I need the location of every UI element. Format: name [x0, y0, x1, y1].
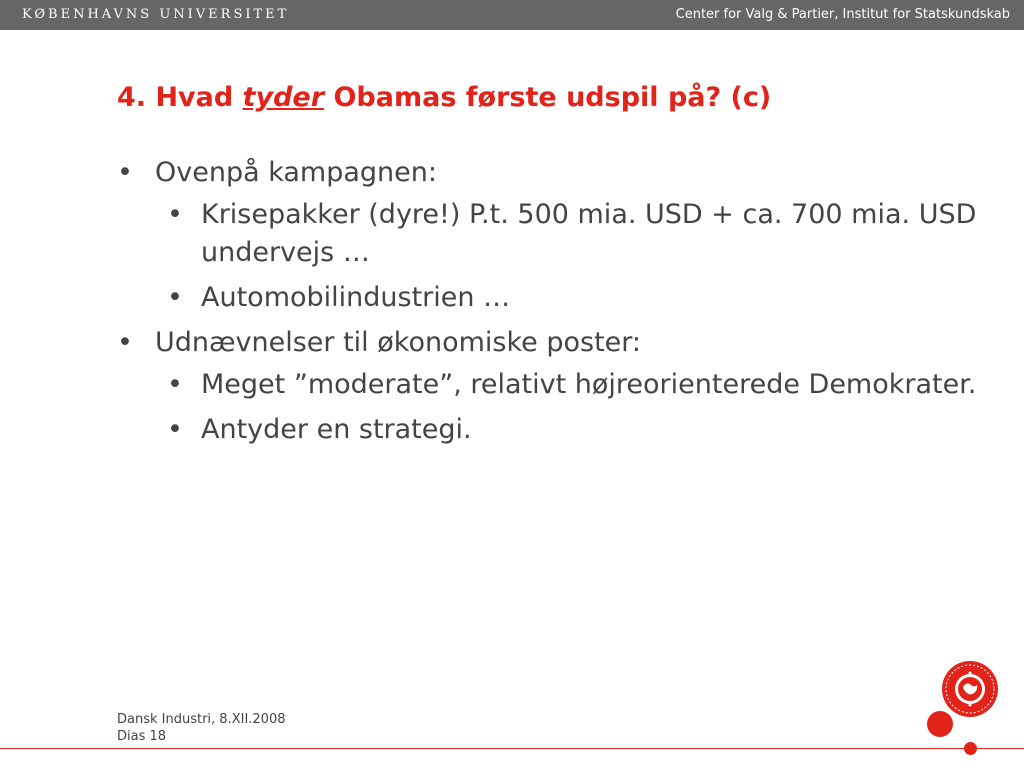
bullet-icon: • — [117, 157, 133, 188]
slide-footer — [117, 711, 286, 745]
bullet-icon: • — [167, 369, 183, 400]
header-bar — [0, 0, 1024, 30]
bullet-text: Udnævnelser til økonomiske poster: — [155, 327, 641, 358]
bullet-text: Automobilindustrien … — [201, 282, 511, 313]
bullet-text: Antyder en strategi. — [201, 414, 472, 445]
list-item — [117, 279, 997, 317]
list-item — [117, 366, 997, 404]
list-item — [117, 196, 997, 272]
slide-number: Dias 18 — [117, 729, 167, 744]
university-wordmark: KØBENHAVNS UNIVERSITET — [22, 7, 290, 22]
bullet-text: Meget ”moderate”, relativt højreorienterede Demokrater. — [201, 369, 977, 400]
list-item — [117, 154, 997, 192]
title-emphasis: tyder — [242, 82, 325, 113]
bullet-text: Krisepakker (dyre!) P.t. 500 mia. USD + ca. 700 mia. USD undervejs … — [201, 199, 977, 268]
decorative-dot — [927, 711, 953, 737]
bullet-text: Ovenpå kampagnen: — [155, 157, 437, 188]
footer-event: Dansk Industri, 8.XII.2008 — [117, 712, 286, 727]
slide-content — [117, 154, 997, 456]
bullet-icon: • — [167, 414, 183, 445]
university-seal-icon — [941, 660, 999, 718]
department-name: Center for Valg & Partier, Institut for Statskundskab — [675, 7, 1010, 22]
bullet-list — [117, 154, 997, 449]
bullet-icon: • — [117, 327, 133, 358]
slide-title — [117, 82, 771, 113]
title-suffix: Obamas første udspil på? (c) — [324, 82, 772, 113]
footer-divider — [0, 748, 1024, 749]
title-prefix: 4. Hvad — [117, 82, 243, 113]
list-item — [117, 324, 997, 362]
list-item — [117, 411, 997, 449]
decorative-dot — [964, 742, 977, 755]
bullet-icon: • — [167, 199, 183, 230]
bullet-icon: • — [167, 282, 183, 313]
